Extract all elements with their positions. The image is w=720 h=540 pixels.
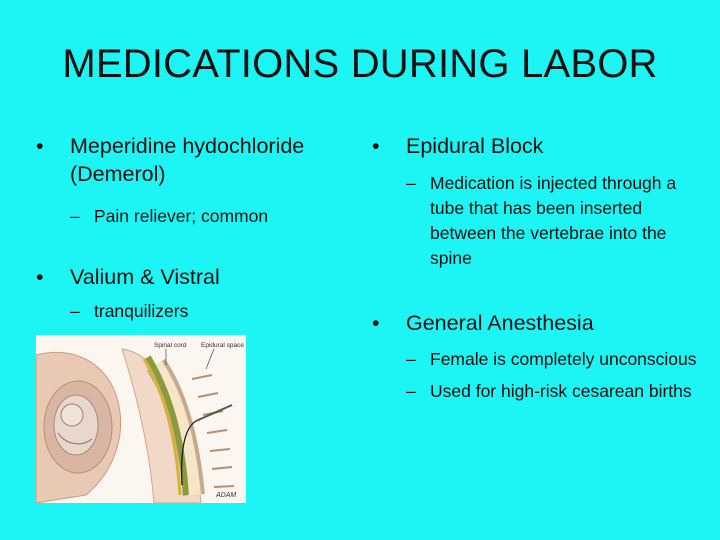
bullet-valium-vistral: • Valium & Vistral [36, 263, 356, 291]
sub-bullet-tranquilizers: – tranquilizers [36, 299, 356, 324]
slide-title: MEDICATIONS DURING LABOR [62, 42, 658, 86]
epidural-illustration [36, 335, 246, 503]
spine-anatomy-image [36, 335, 246, 503]
sub-bullet-cesarean: – Used for high-risk cesarean births [372, 379, 702, 404]
adam-watermark: ADAM [216, 492, 237, 499]
sub-bullet-unconscious: – Female is completely unconscious [372, 347, 702, 372]
sub-bullet-epidural-desc: – Medication is injected through a tube that has been inserted between the vertebrae into the spine [372, 171, 702, 271]
label-spinal-cord: Spinal cord [154, 342, 187, 349]
left-column [36, 132, 356, 324]
sub-bullet-pain-reliever: – Pain reliever; common [36, 204, 356, 229]
bullet-epidural-block: • Epidural Block [372, 132, 702, 160]
bullet-general-anesthesia: • General Anesthesia [372, 309, 702, 337]
right-column [372, 132, 702, 404]
bullet-meperidine: • Meperidine hydochloride (Demerol) [36, 132, 356, 188]
label-epidural-space: Epidural space [201, 342, 244, 349]
